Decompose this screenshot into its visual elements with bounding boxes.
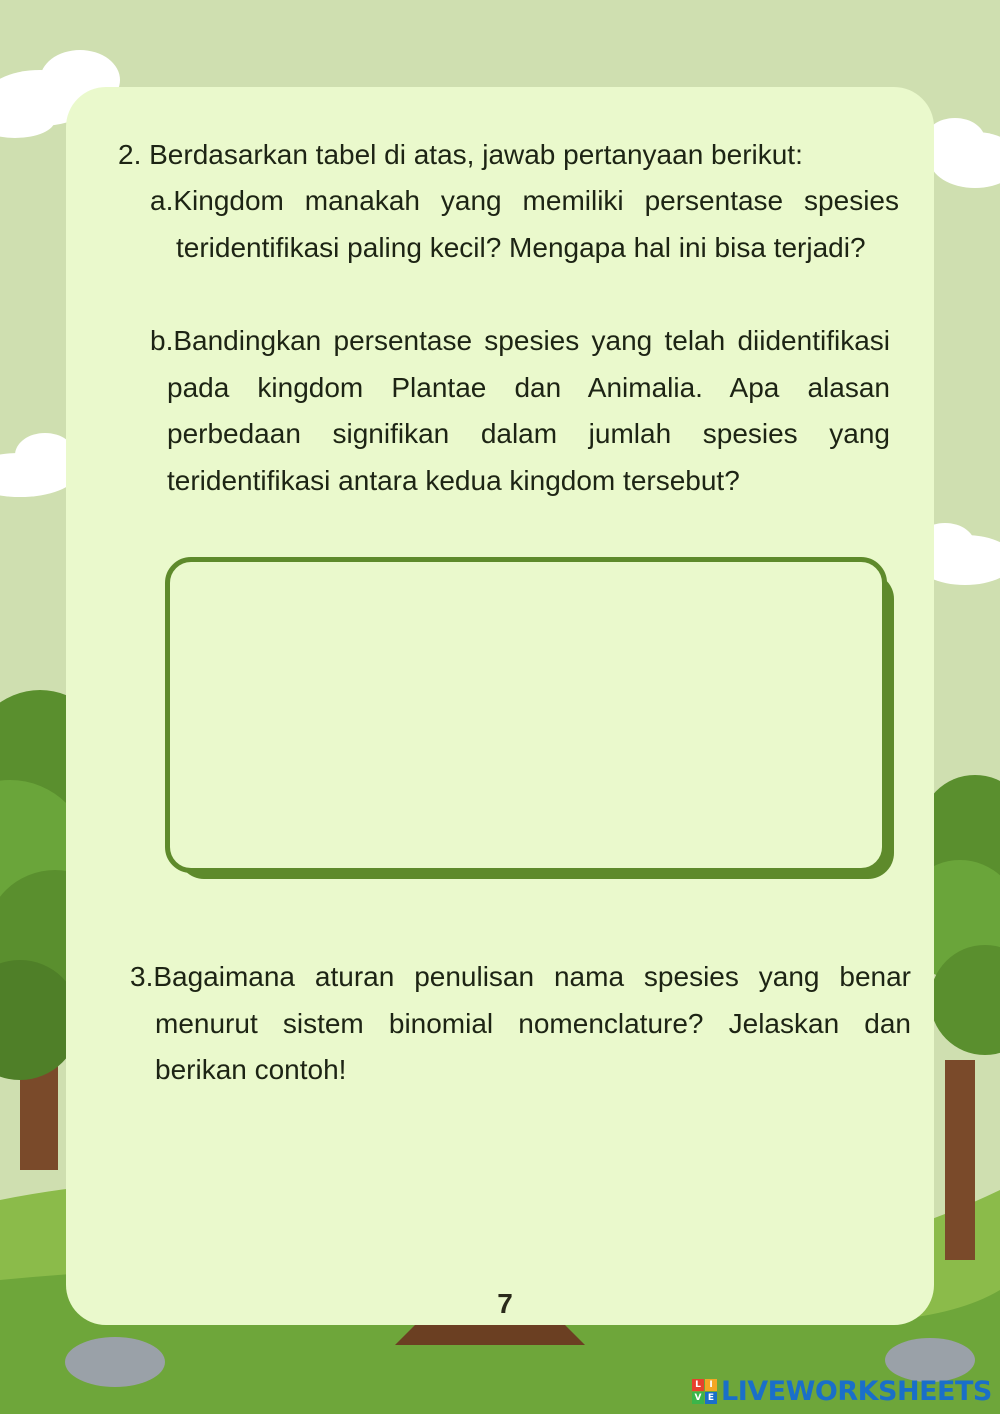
logo-letter-v: V [692,1392,704,1404]
logo-letter-l: L [692,1379,704,1391]
liveworksheets-brand-name: LIVEWORKSHEETS [721,1375,992,1407]
liveworksheets-logo[interactable] [692,1374,992,1408]
question-2-intro: 2. Berdasarkan tabel di atas, jawab pertanyaan berikut: [118,139,803,170]
question-3: 3.Bagaimana aturan penulisan nama spesies yang benar menurut sistem binomial nomenclature? Jelaskan dan berikan contoh! [130,961,911,1085]
question-2b: b.Bandingkan persentase spesies yang telah diidentifikasi pada kingdom Plantae dan Animalia. Apa alasan perbedaan signifikan dalam jumlah spesies yang teridentifikasi antara kedua kingdom tersebut? [150,325,890,496]
logo-letter-e: E [705,1392,717,1404]
question-2a: a.Kingdom manakah yang memiliki persentase spesies teridentifikasi paling kecil? Mengapa hal ini bisa terjadi? [150,185,899,263]
logo-letter-i: I [705,1379,717,1391]
liveworksheets-logo-icon [692,1379,717,1404]
answer-box[interactable] [165,557,887,873]
page-number: 7 [497,1288,513,1319]
